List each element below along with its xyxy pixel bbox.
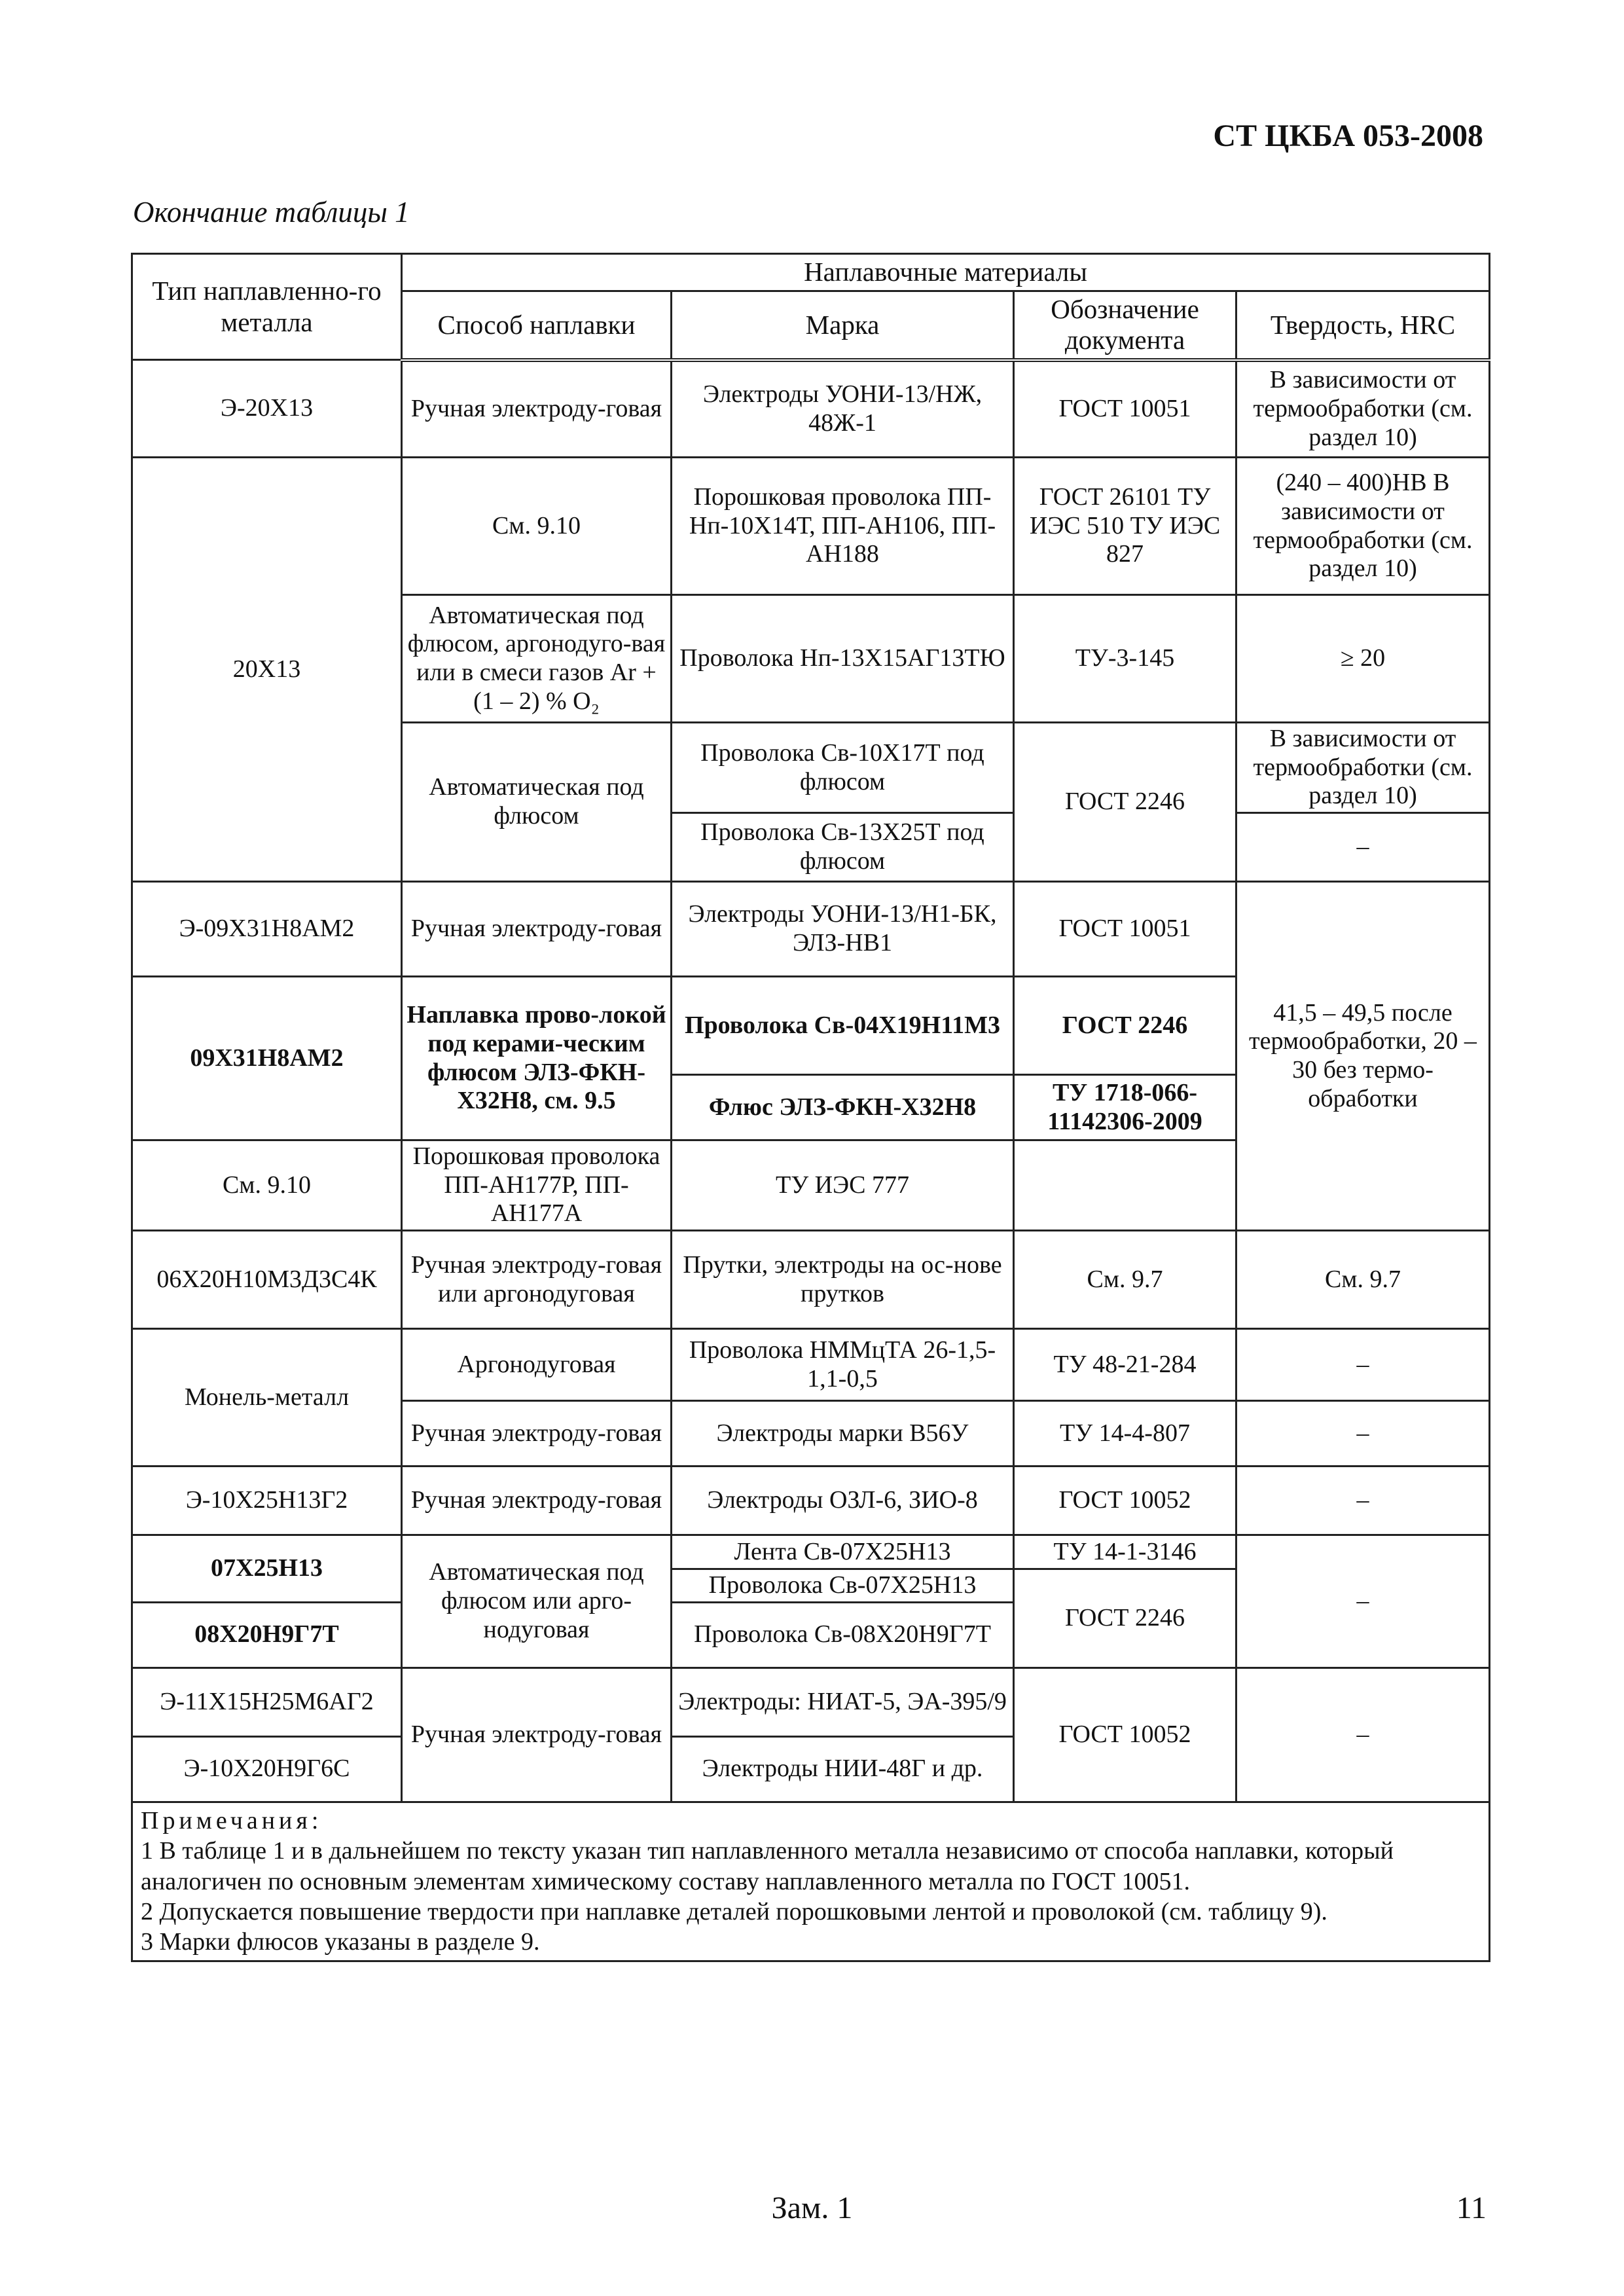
- cell-brand: Проволока Нп-13Х15АГ13ТЮ: [672, 595, 1014, 723]
- change-mark: Зам. 1: [771, 2191, 853, 2225]
- cell-type: 07Х25Н13: [132, 1535, 402, 1603]
- notes-title: Примечания:: [141, 1806, 323, 1834]
- cell-type: Э-10Х20Н9Г6С: [132, 1736, 402, 1802]
- notes-row: [132, 1802, 1490, 1961]
- cell-method: Автоматическая под флюсом: [402, 723, 672, 882]
- cell-brand: Проволока Св-13Х25Т под флюсом: [672, 813, 1014, 882]
- cell-type: 06Х20Н10М3Д3С4К: [132, 1231, 402, 1329]
- cell-brand: Проволока Св-04Х19Н11М3: [672, 977, 1014, 1075]
- cell-document: ТУ-3-145: [1014, 595, 1236, 723]
- header-method: Способ наплавки: [402, 291, 672, 360]
- cell-document: ГОСТ 10052: [1014, 1667, 1236, 1802]
- cell-type: 20Х13: [132, 458, 402, 882]
- cell-method: См. 9.10: [402, 458, 672, 595]
- table-row: [132, 1535, 1490, 1569]
- cell-type: 08Х20Н9Г7Т: [132, 1602, 402, 1667]
- cell-method: Ручная электроду-говая: [402, 360, 672, 458]
- cell-brand: Порошковая проволока ПП-Нп-10Х14Т, ПП-АН106, ПП-АН188: [672, 458, 1014, 595]
- cell-document: ГОСТ 10052: [1014, 1467, 1236, 1535]
- cell-document: ГОСТ 2246: [1014, 1569, 1236, 1668]
- note-2: 2 Допускается повышение твердости при наплавке деталей порошковыми лентой и проволокой (см. таблицу 9).: [141, 1897, 1327, 1925]
- table-row: [132, 1467, 1490, 1535]
- cell-document: ТУ 14-4-807: [1014, 1401, 1236, 1467]
- table-row: [132, 360, 1490, 458]
- header-hardness: Твердость, HRC: [1236, 291, 1490, 360]
- cell-brand: Электроды УОНИ-13/НЖ, 48Ж-1: [672, 360, 1014, 458]
- cell-brand: Проволока НММцТА 26-1,5-1,1-0,5: [672, 1329, 1014, 1401]
- cell-method: Ручная электроду-говая: [402, 1467, 672, 1535]
- cell-method: Автоматическая под флюсом, аргонодуго-вая или в смеси газов Ar + (1 – 2) % O₂: [402, 595, 672, 723]
- cell-document: ГОСТ 26101 ТУ ИЭС 510 ТУ ИЭС 827: [1014, 458, 1236, 595]
- page-number: 11: [1456, 2191, 1487, 2225]
- header-metal-type: Тип наплавленно-го металла: [132, 254, 402, 360]
- cell-type: Э-09Х31Н8АМ2: [132, 882, 402, 977]
- cell-brand: Прутки, электроды на ос-нове прутков: [672, 1231, 1014, 1329]
- cell-hardness: –: [1236, 1667, 1490, 1802]
- table-row: [132, 1231, 1490, 1329]
- cell-brand: Проволока Св-07Х25Н13: [672, 1569, 1014, 1603]
- cell-hardness: В зависимости от термообработки (см. раздел 10): [1236, 723, 1490, 813]
- cell-brand: Проволока Св-10Х17Т под флюсом: [672, 723, 1014, 813]
- cell-method: Аргонодуговая: [402, 1329, 672, 1401]
- cell-document: ГОСТ 10051: [1014, 882, 1236, 977]
- cell-hardness: ≥ 20: [1236, 595, 1490, 723]
- cell-brand: Электроды НИИ-48Г и др.: [672, 1736, 1014, 1802]
- cell-brand: Электроды: НИАТ-5, ЭА-395/9: [672, 1667, 1014, 1736]
- notes-cell: [132, 1802, 1490, 1961]
- cell-hardness: –: [1236, 1329, 1490, 1401]
- cell-type: Монель-металл: [132, 1329, 402, 1467]
- cell-type: Э-20Х13: [132, 360, 402, 458]
- cell-document: ТУ 1718-066-11142306-2009: [1014, 1075, 1236, 1140]
- cell-brand: Проволока Св-08Х20Н9Г7Т: [672, 1602, 1014, 1667]
- cell-brand: Флюс ЭЛЗ-ФКН-Х32Н8: [672, 1075, 1014, 1140]
- materials-table: [131, 253, 1490, 1962]
- cell-document: ТУ 14-1-3146: [1014, 1535, 1236, 1569]
- table-header-row: [132, 254, 1490, 291]
- note-3: 3 Марки флюсов указаны в разделе 9.: [141, 1928, 540, 1956]
- cell-method: Автоматическая под флюсом или арго-нодуговая: [402, 1535, 672, 1668]
- cell-hardness: В зависимости от термообработки (см. раздел 10): [1236, 360, 1490, 458]
- cell-document: См. 9.7: [1014, 1231, 1236, 1329]
- header-brand: Марка: [672, 291, 1014, 360]
- cell-hardness: 41,5 – 49,5 после термообработки, 20 – 30 без термо-обработки: [1236, 882, 1490, 1231]
- cell-method: Наплавка прово-локой под керами-ческим флюсом ЭЛЗ-ФКН-Х32Н8, см. 9.5: [402, 977, 672, 1140]
- table-row: [132, 882, 1490, 977]
- cell-brand: Электроды ОЗЛ-6, ЗИО-8: [672, 1467, 1014, 1535]
- cell-brand: Лента Св-07Х25Н13: [672, 1535, 1014, 1569]
- cell-hardness: –: [1236, 1535, 1490, 1668]
- header-document: Обозначение документа: [1014, 291, 1236, 360]
- cell-type: Э-10Х25Н13Г2: [132, 1467, 402, 1535]
- cell-method: См. 9.10: [132, 1140, 402, 1231]
- document-code: СТ ЦКБА 053-2008: [1213, 118, 1483, 153]
- cell-hardness: –: [1236, 813, 1490, 882]
- table-row: [132, 458, 1490, 595]
- cell-document: ТУ ИЭС 777: [672, 1140, 1014, 1231]
- cell-brand: Электроды УОНИ-13/Н1-БК, ЭЛЗ-НВ1: [672, 882, 1014, 977]
- header-materials-group: Наплавочные материалы: [402, 254, 1490, 291]
- table-row: [132, 1329, 1490, 1401]
- table-row: [132, 1667, 1490, 1736]
- cell-hardness: (240 – 400)НВ В зависимости от термообработки (см. раздел 10): [1236, 458, 1490, 595]
- cell-brand: Электроды марки В56У: [672, 1401, 1014, 1467]
- cell-type: 09Х31Н8АМ2: [132, 977, 402, 1140]
- table-caption: Окончание таблицы 1: [133, 196, 410, 228]
- cell-document: ГОСТ 2246: [1014, 723, 1236, 882]
- cell-method: Ручная электроду-говая или аргонодуговая: [402, 1231, 672, 1329]
- cell-hardness: См. 9.7: [1236, 1231, 1490, 1329]
- cell-document: ТУ 48-21-284: [1014, 1329, 1236, 1401]
- cell-hardness: –: [1236, 1401, 1490, 1467]
- cell-brand: Порошковая проволока ПП-АН177Р, ПП-АН177А: [402, 1140, 672, 1231]
- cell-method: Ручная электроду-говая: [402, 1667, 672, 1802]
- cell-method: Ручная электроду-говая: [402, 1401, 672, 1467]
- cell-type: Э-11Х15Н25М6АГ2: [132, 1667, 402, 1736]
- cell-document: ГОСТ 10051: [1014, 360, 1236, 458]
- cell-document: ГОСТ 2246: [1014, 977, 1236, 1075]
- cell-method: Ручная электроду-говая: [402, 882, 672, 977]
- cell-hardness: –: [1236, 1467, 1490, 1535]
- note-1: 1 В таблице 1 и в дальнейшем по тексту указан тип наплавленного металла независимо от способа наплавки, который аналогичен по основным элементам химическому составу наплавленного металла по ГОСТ 10051.: [141, 1837, 1394, 1895]
